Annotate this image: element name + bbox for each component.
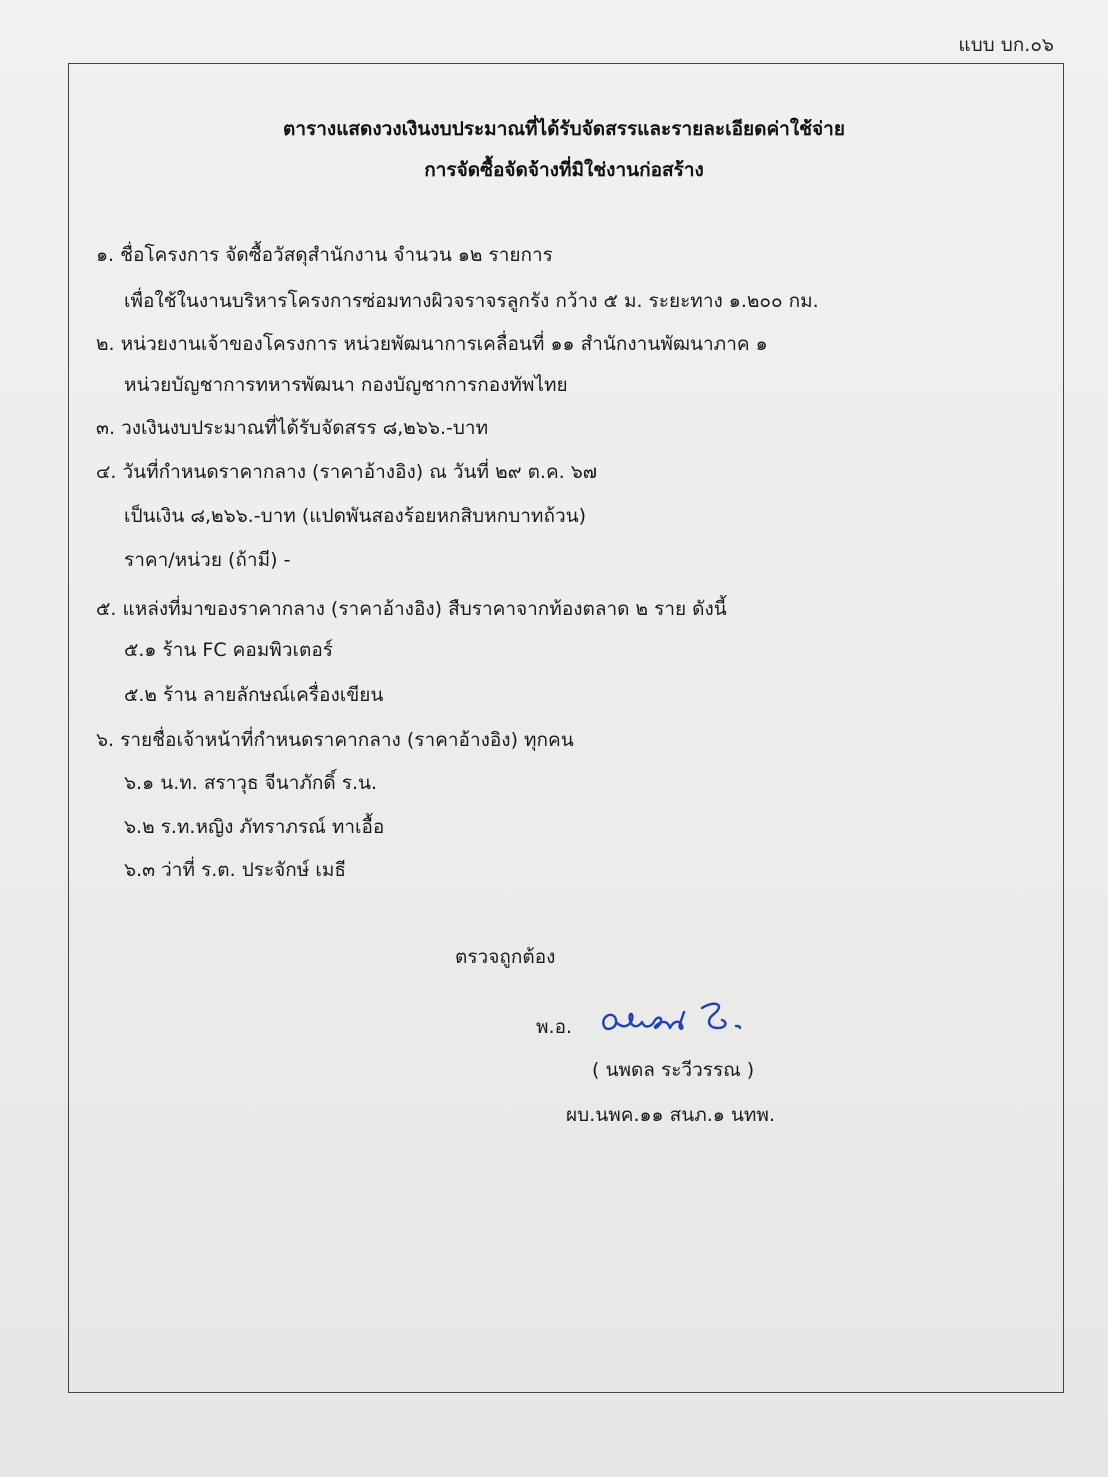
- document-subtitle: การจัดซื้อจัดจ้างที่มิใช่งานก่อสร้าง: [424, 159, 704, 181]
- signer-rank: พ.อ.: [536, 1016, 573, 1038]
- item-1-project-name: ๑. ชื่อโครงการ จัดซื้อวัสดุสำนักงาน จำนวน ๑๒ รายการ: [96, 244, 553, 266]
- item-4-reference-date: ๔. วันที่กำหนดราคากลาง (ราคาอ้างอิง) ณ วันที่ ๒๙ ต.ค. ๖๗: [96, 461, 598, 483]
- verified-label: ตรวจถูกต้อง: [455, 946, 556, 968]
- handwritten-signature: [598, 998, 763, 1043]
- item-5-2-shop: ๕.๒ ร้าน ลายลักษณ์เครื่องเขียน: [124, 684, 384, 706]
- item-5-1-shop: ๕.๑ ร้าน FC คอมพิวเตอร์: [124, 639, 333, 661]
- item-6-3-officer: ๖.๓ ว่าที่ ร.ต. ประจักษ์ เมธี: [124, 859, 346, 881]
- item-3-budget: ๓. วงเงินงบประมาณที่ได้รับจัดสรร ๘,๒๖๖.-บาท: [96, 417, 489, 439]
- item-2-owner-unit: ๒. หน่วยงานเจ้าของโครงการ หน่วยพัฒนาการเคลื่อนที่ ๑๑ สำนักงานพัฒนาภาค ๑: [96, 333, 768, 355]
- signer-name: ( นพดล ระวีวรรณ ): [592, 1059, 755, 1081]
- form-code: แบบ บก.๐๖: [958, 34, 1054, 56]
- item-4-amount: เป็นเงิน ๘,๒๖๖.-บาท (แปดพันสองร้อยหกสิบหกบาทถ้วน): [124, 505, 587, 527]
- item-6-2-officer: ๖.๒ ร.ท.หญิง ภัทราภรณ์ ทาเอื้อ: [124, 816, 385, 838]
- item-5-price-source: ๕. แหล่งที่มาของราคากลาง (ราคาอ้างอิง) สืบราคาจากท้องตลาด ๒ ราย ดังนี้: [96, 598, 727, 620]
- document-title: ตารางแสดงวงเงินงบประมาณที่ได้รับจัดสรรและรายละเอียดค่าใช้จ่าย: [283, 118, 845, 140]
- item-6-1-officer: ๖.๑ น.ท. สราวุธ จีนาภักดิ์ ร.น.: [124, 772, 378, 794]
- item-1-project-detail: เพื่อใช้ในงานบริหารโครงการซ่อมทางผิวจราจรลูกรัง กว้าง ๕ ม. ระยะทาง ๑.๒๐๐ กม.: [124, 290, 819, 312]
- signer-position: ผบ.นพค.๑๑ สนภ.๑ นทพ.: [566, 1104, 775, 1126]
- item-6-officers: ๖. รายชื่อเจ้าหน้าที่กำหนดราคากลาง (ราคาอ้างอิง) ทุกคน: [96, 729, 574, 751]
- item-2-owner-command: หน่วยบัญชาการทหารพัฒนา กองบัญชาการกองทัพไทย: [124, 374, 568, 396]
- item-4-unit-price: ราคา/หน่วย (ถ้ามี) -: [124, 549, 291, 571]
